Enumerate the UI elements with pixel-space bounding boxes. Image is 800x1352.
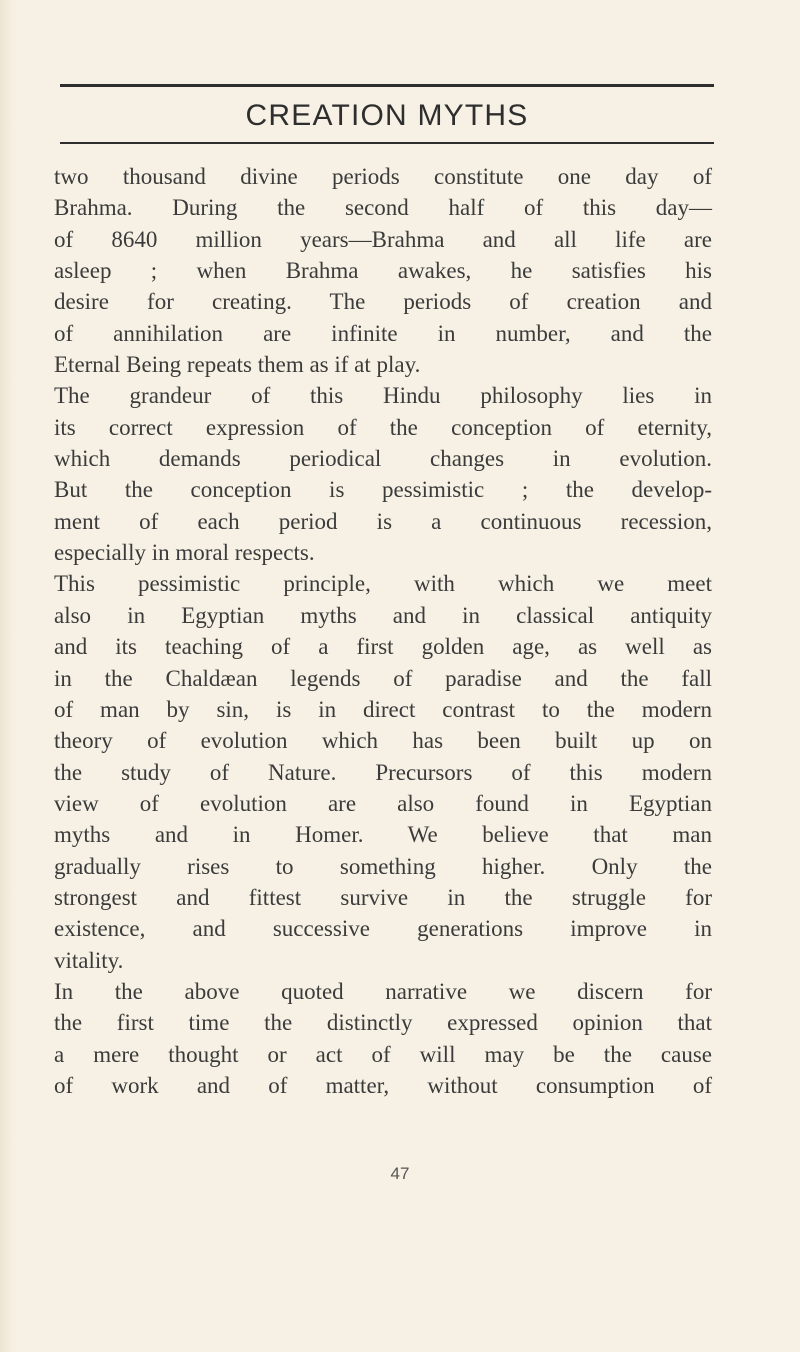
text-line: in the Chaldæan legends of paradise and the fall (54, 665, 712, 691)
text-line: which demands periodical changes in evolution. (54, 446, 712, 472)
text-line: its correct expression of the conception of eternity, (54, 414, 712, 440)
text-line: asleep ; when Brahma awakes, he satisfies his (54, 258, 712, 284)
text-line: a mere thought or act of will may be the cause (54, 1041, 712, 1067)
page-edge-shadow (0, 0, 14, 1352)
text-line: Eternal Being repeats them as if at play. (54, 352, 421, 378)
text-line: of 8640 million years—Brahma and all life are (54, 226, 712, 252)
text-line: of annihilation are infinite in number, and the (54, 320, 712, 346)
text-line: of man by sin, is in direct contrast to the modern (54, 696, 712, 722)
text-line: strongest and fittest survive in the struggle for (54, 884, 712, 910)
text-line: ment of each period is a continuous recession, (54, 508, 712, 534)
text-line: the study of Nature. Precursors of this modern (54, 759, 712, 785)
header-rule-bottom (60, 142, 714, 144)
text-line: myths and in Homer. We believe that man (54, 822, 712, 848)
body-text (54, 161, 712, 1101)
text-line: desire for creating. The periods of creation and (54, 289, 712, 315)
text-line: In the above quoted narrative we discern for (54, 978, 712, 1004)
header-rule-top (60, 84, 714, 87)
text-line: also in Egyptian myths and in classical antiquity (54, 602, 712, 628)
text-line: theory of evolution which has been built up on (54, 728, 712, 754)
text-line: view of evolution are also found in Egyptian (54, 790, 712, 816)
page-number: 47 (390, 1164, 410, 1183)
text-line: of work and of matter, without consumption of (54, 1072, 712, 1098)
text-line: vitality. (54, 947, 124, 973)
text-line: existence, and successive generations improve in (54, 916, 712, 942)
text-line: and its teaching of a first golden age, as well as (54, 634, 712, 660)
text-line: the first time the distinctly expressed opinion that (54, 1010, 712, 1036)
text-line: gradually rises to something higher. Only the (54, 853, 712, 879)
text-line: two thousand divine periods constitute one day of (54, 164, 712, 189)
text-line: especially in moral respects. (54, 540, 315, 566)
text-line: The grandeur of this Hindu philosophy lies in (54, 383, 712, 409)
text-line: Brahma. During the second half of this day— (54, 195, 712, 221)
text-line: But the conception is pessimistic ; the develop- (54, 477, 712, 503)
text-line: This pessimistic principle, with which we meet (54, 571, 712, 597)
running-head: CREATION MYTHS (245, 99, 529, 132)
